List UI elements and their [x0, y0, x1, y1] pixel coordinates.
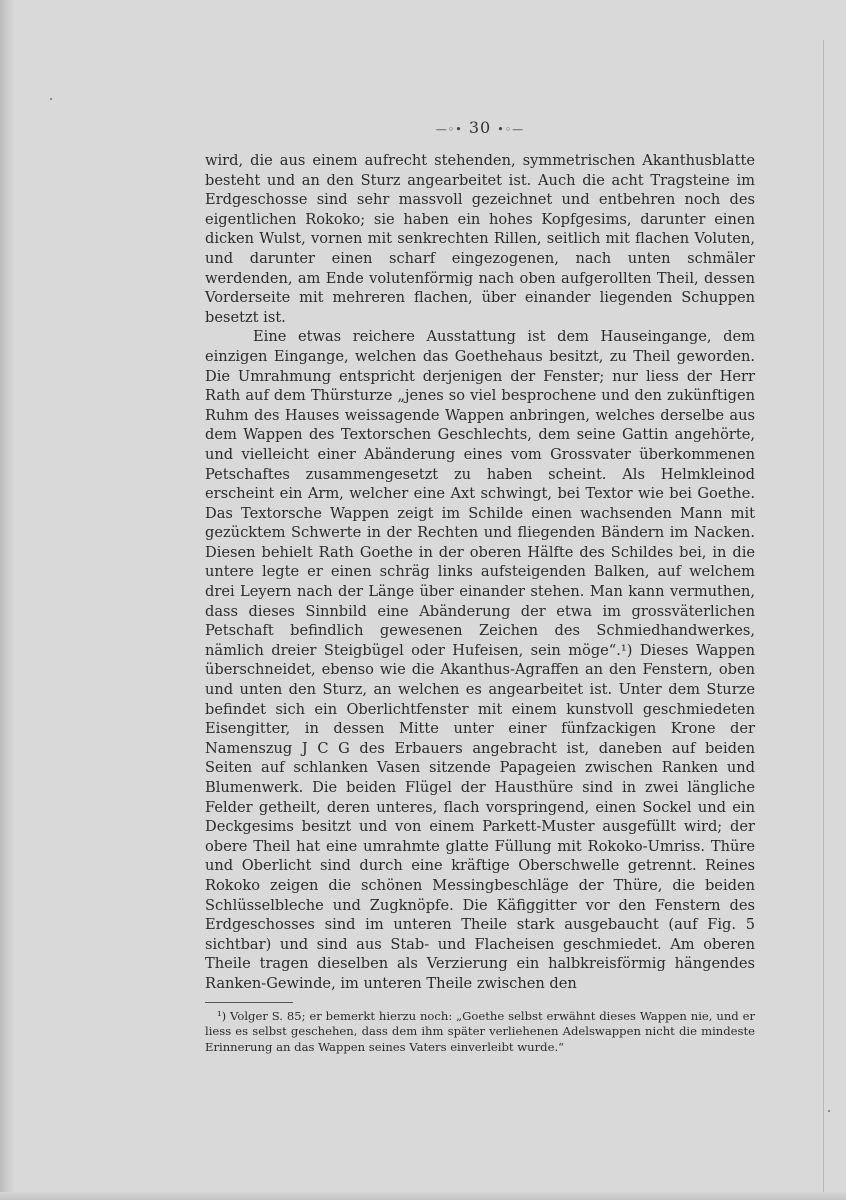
page-header [205, 118, 755, 137]
footnote: ¹) Volger S. 85; er bemerkt hierzu noch: „Goethe selbst erwähnt dieses Wappen nie, und er liess es selbst geschehen, dass dem ihm später verliehenen Adelswappen nicht die mindeste Erinnerung an das Wappen seines Vaters einverleibt wurde.“ [205, 1008, 755, 1054]
scan-speck [50, 98, 52, 100]
paragraph: wird, die aus einem aufrecht stehenden, symmetrischen Akanthusblatte besteht und an den Sturz angearbeitet ist. Auch die acht Tragsteine im Erdgeschosse sind sehr massvoll gezeichnet und entbehren noch des eigentlichen Rokoko; sie haben ein hohes Kopfgesims, darunter einen dicken Wulst, vornen mit senkrechten Rillen, seitlich mit flachen Voluten, und darunter einen scharf eingezogenen, nach unten schmäler werdenden, am Ende volutenförmig nach oben aufgerollten Theil, dessen Vorderseite mit mehreren flachen, über einander liegenden Schuppen besetzt ist. [205, 152, 755, 326]
book-page [205, 118, 755, 1055]
footnote-rule [205, 1002, 293, 1003]
scan-right-rule [823, 40, 824, 1200]
body-text [205, 151, 755, 994]
header-right-ornament: •◦— [497, 123, 525, 136]
paragraph: Eine etwas reichere Ausstattung ist dem Hauseingange, dem einzigen Eingange, welchen das Goethehaus besitzt, zu Theil geworden. Die Umrahmung entspricht derjenigen der Fenster; nur liess der Herr Rath auf dem Thürsturze „jenes so viel besprochene und den zukünftigen Ruhm des Hauses weissagende Wappen anbringen, welches derselbe aus dem Wappen des Textorschen Geschlechts, dem seine Gattin angehörte, und vielleicht einer Abänderung eines vom Grossvater überkommenen Petschaftes zusammengesetzt zu haben scheint. Als Helmkleinod erscheint ein Arm, welcher eine Axt schwingt, bei Textor wie bei Goethe. Das Textorsche Wappen zeigt im Schilde einen wachsenden Mann mit gezücktem Schwerte in der Rechten und fliegenden Bändern im Nacken. Diesen behielt Rath Goethe in der oberen Hälfte des Schildes bei, in die untere legte er einen schräg links aufsteigenden Balken, auf welchem drei Leyern nach der Länge über einander stehen. Man kann vermuthen, dass dieses Sinnbild eine Abänderung der etwa im grossväterlichen Petschaft befindlich gewesenen Zeichen des Schmiedhandwerkes, nämlich dreier Steigbügel oder Hufeisen, sein möge“.¹) Dieses Wappen überschneidet, ebenso wie die Akanthus-Agraffen an den Fenstern, oben und unten den Sturz, an welchen es angearbeitet ist. Unter dem Sturze befindet sich ein Oberlichtfenster mit einem kunstvoll geschmiedeten Eisengitter, in dessen Mitte unter einer fünfzackigen Krone der Namenszug J C G des Erbauers angebracht ist, daneben auf beiden Seiten auf schlanken Vasen sitzende Papageien zwischen Ranken und Blumenwerk. Die beiden Flügel der Hausthüre sind in zwei längliche Felder getheilt, deren unteres, flach vorspringend, einen Sockel und ein Deckgesims besitzt und von einem Parkett-Muster ausgefüllt wird; der obere Theil hat eine umrahmte glatte Füllung mit Rokoko-Umriss. Thüre und Oberlicht sind durch eine kräftige Oberschwelle getrennt. Reines Rokoko zeigen die schönen Messingbeschläge der Thüre, die beiden Schlüsselbleche und Zugknöpfe. Die Käfiggitter vor den Fenstern des Erdgeschosses sind im unteren Theile stark ausgebaucht (auf Fig. 5 sichtbar) und sind aus Stab- und Flacheisen geschmiedet. Am oberen Theile tragen dieselben als Verzierung ein halbkreisförmig hängendes Ranken-Gewinde, im unteren Theile zwischen den [205, 328, 755, 992]
scan-speck [828, 1110, 830, 1112]
header-left-ornament: —◦• [435, 123, 463, 136]
scan-bottom-edge [0, 1192, 846, 1200]
scan-left-edge [0, 0, 14, 1200]
page-number: 30 [468, 118, 492, 137]
